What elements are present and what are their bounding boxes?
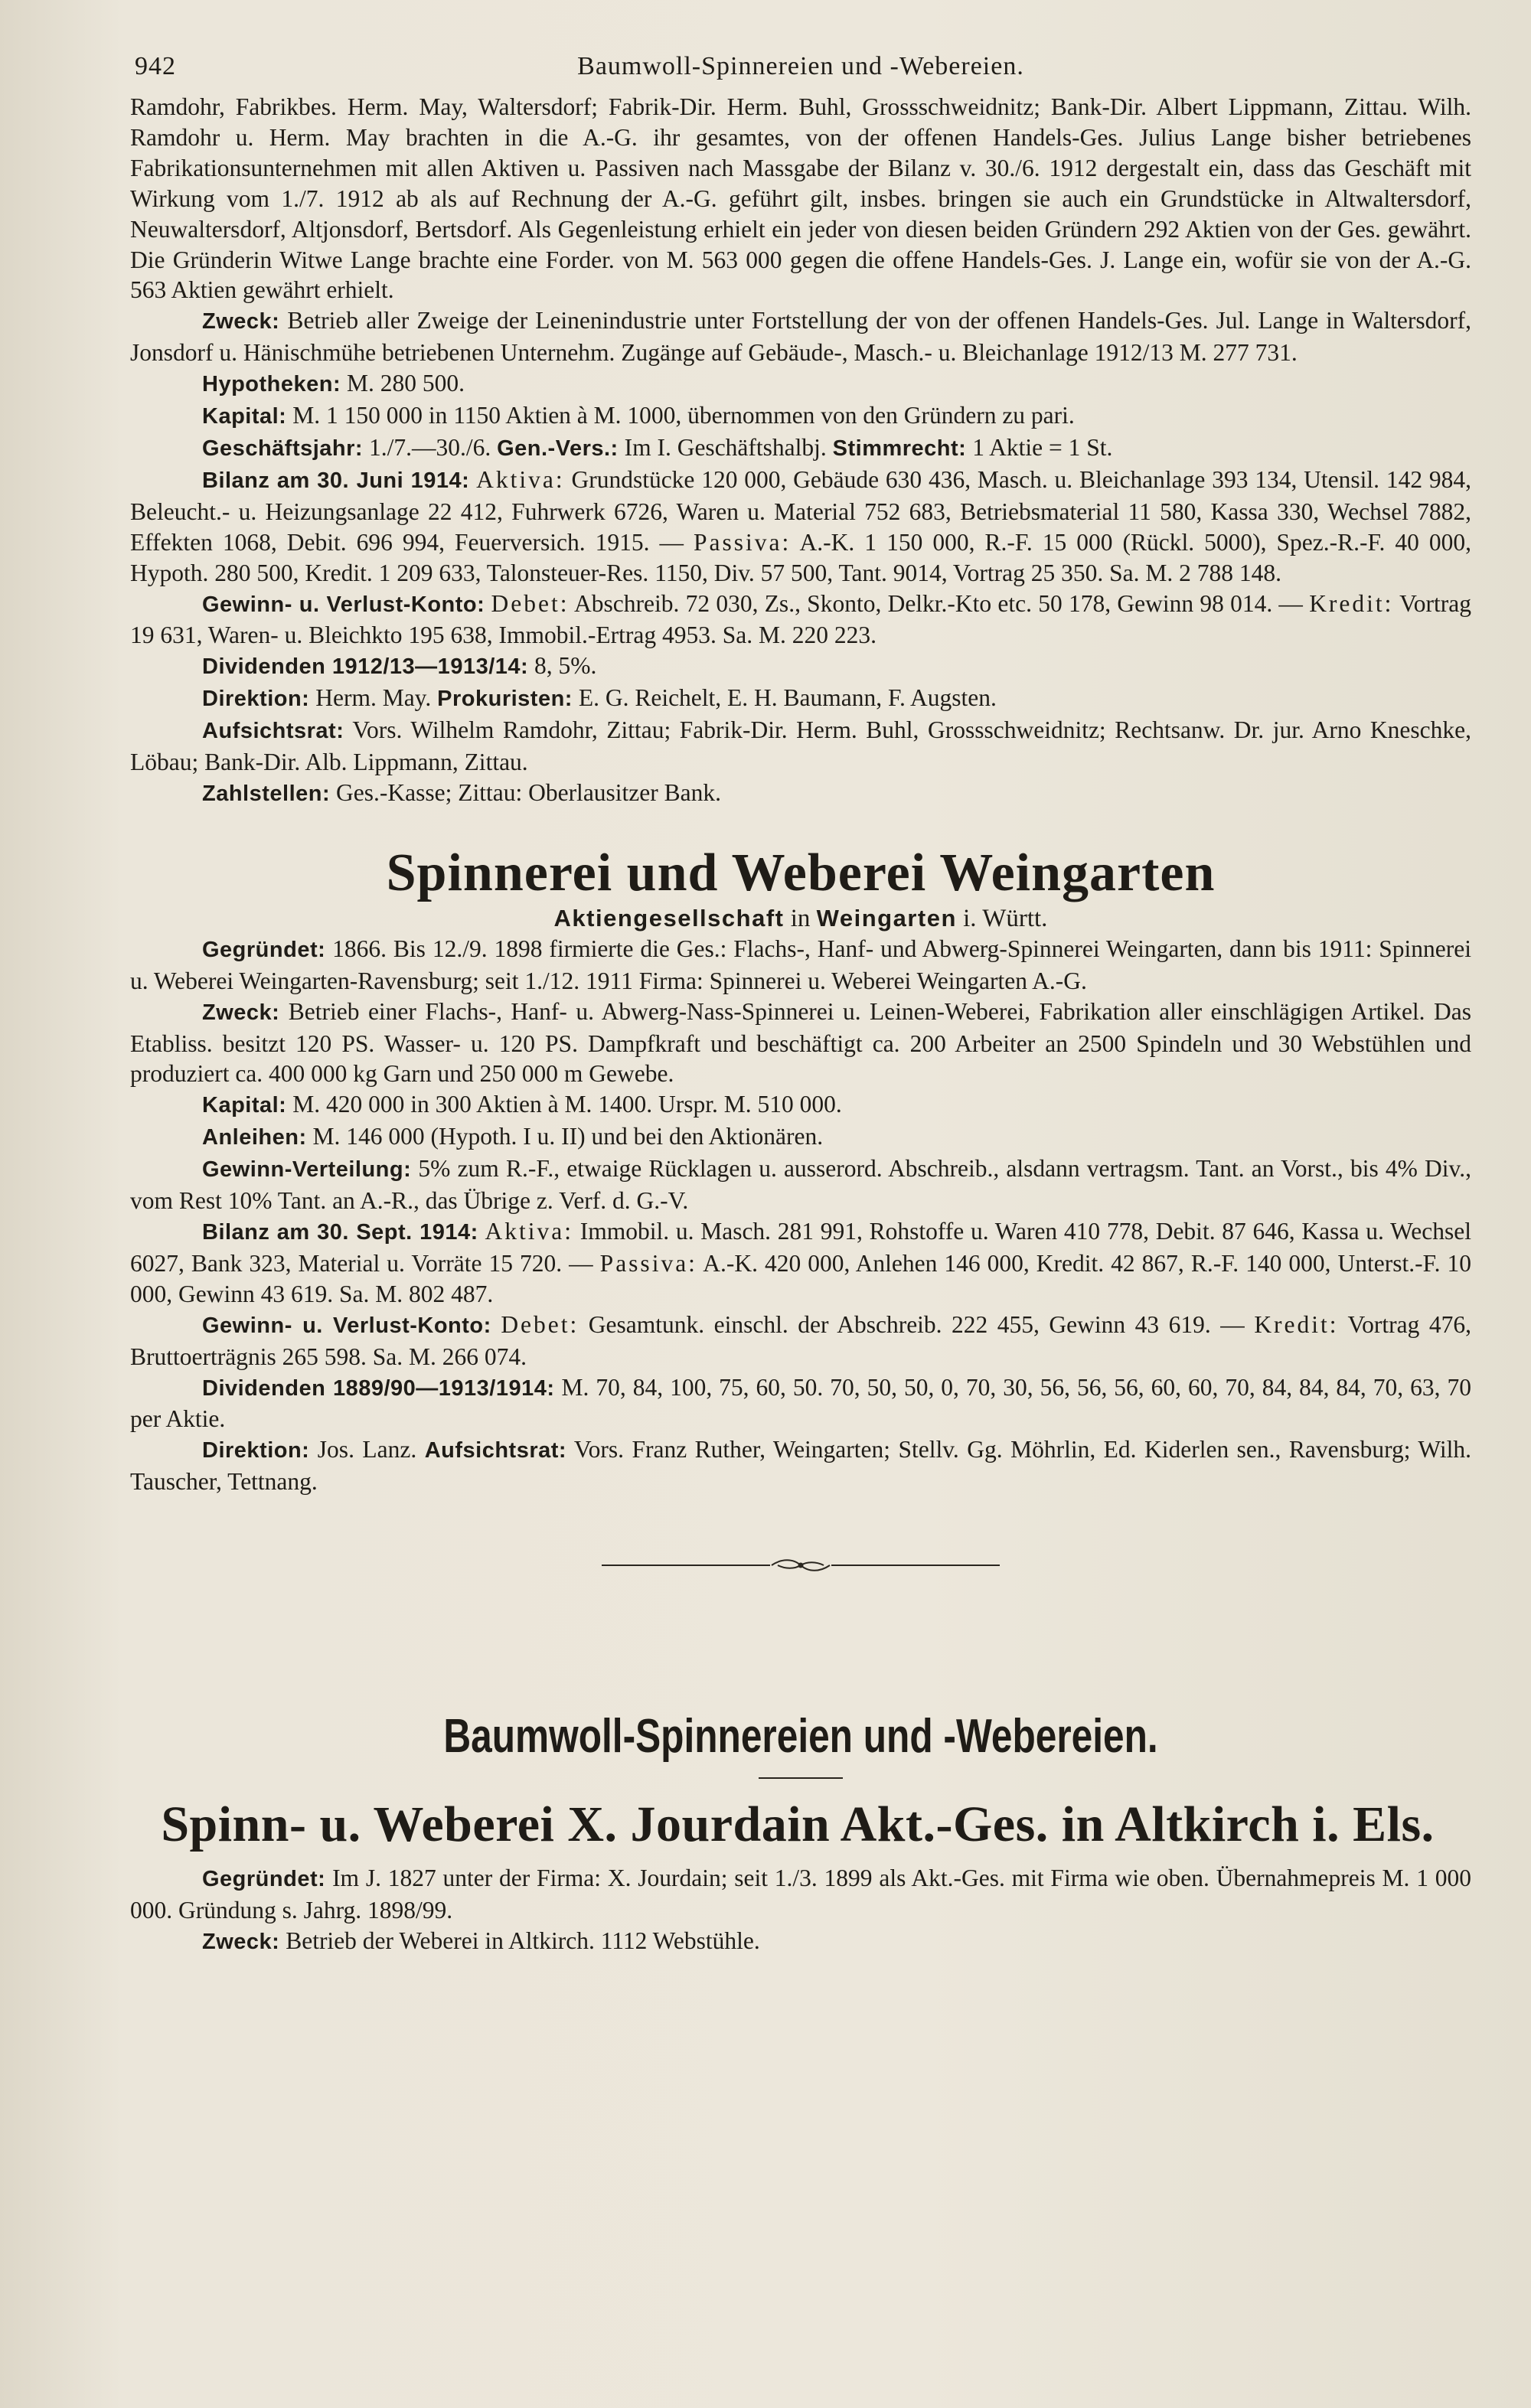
paragraph-direktion (130, 1434, 1471, 1497)
text-run: Vors. Wilhelm Ramdohr, Zittau; Fabrik-Dir. Herm. Buhl, Grossschweidnitz; Rechtsanw. Dr. jur. Arno Kneschke, Löbau; Bank-Dir. Alb. Lippmann, Zittau. (130, 716, 1471, 776)
text-run: Abschreib. 72 030, Zs., Skonto, Delkr.-Kto etc. 50 178, Gewinn 98 014. — (569, 589, 1310, 617)
field-label: Aufsichtsrat: (202, 719, 344, 744)
paragraph-gegruendet (130, 934, 1471, 997)
paragraph-bilanz (130, 1216, 1471, 1310)
text-run (491, 1311, 501, 1338)
text-run: Ramdohr, Fabrikbes. Herm. May, Waltersdorf; Fabrik-Dir. Herm. Buhl, Grossschweidnitz; Bank-Dir. Albert Lippmann, Zittau. Wilh. Ramdohr u. Herm. May brachten in die A.-G. ihr gesamtes, von der offenen Handels-Ges. Julius Lange bisher betriebenes Fabrikationsunternehmen mit allen Aktiven u. Passiven nach Massgabe der Bilanz v. 30./6. 1912 dergestalt ein, dass das Geschäft mit Wirkung vom 1./7. 1912 ab als auf Rechnung der A.-G. geführt gilt, insbes. bringen sie auch ein Grundstücke in Altwaltersdorf, Neuwaltersdorf, Altjonsdorf, Bertsdorf. Als Gegenleistung erhielt ein jeder von diesen beiden Gründern 292 Aktien von der Ges. gewährt. Die Gründerin Witwe Lange brachte eine Forder. von M. 563 000 gegen die offene Handels-Ges. J. Lange ein, wofür sie von der A.-G. 563 Aktien gewährt erhielt. (130, 93, 1471, 304)
field-label: Gewinn- u. Verlust-Konto: (202, 592, 485, 617)
running-title: Baumwoll-Spinnereien und -Webereien. (577, 52, 1024, 80)
text-run: Vortrag 19 631, Waren- u. Bleichkto 195 638, Immobil.-Ertrag 4953. Sa. M. 220 223. (130, 589, 1471, 649)
paragraph-zweck (130, 305, 1471, 368)
field-label: Kapital: (202, 1093, 287, 1118)
text-run: Vortrag 476, Bruttoerträgnis 265 598. Sa. M. 266 074. (130, 1310, 1472, 1370)
text-run (485, 590, 491, 617)
field-label: Zweck: (202, 309, 280, 334)
paragraph-gewinn-verlust (130, 589, 1471, 651)
text-run: M. 146 000 (Hypoth. I u. II) und bei den Aktionären. (306, 1123, 824, 1150)
text-run (469, 466, 476, 493)
company-title-weingarten: Spinnerei und Weberei Weingarten (386, 843, 1216, 902)
page-number: 942 (135, 52, 176, 80)
text-run: M. 1 150 000 in 1150 Aktien à M. 1000, übernommen von den Gründern zu pari. (286, 402, 1075, 429)
field-label: Bilanz am 30. Sept. 1914: (202, 1220, 478, 1245)
company-title-jourdain: Spinn- u. Weberei X. Jourdain Akt.-Ges. in Altkirch i. Els. (161, 1796, 1435, 1853)
spaced-label: Aktiva: (485, 1218, 574, 1245)
text-run: A.-K. 1 150 000, R.-F. 15 000 (Rückl. 5000), Spez.-R.-F. 40 000, Hypoth. 280 500, Kredit. 1 209 633, Talonsteuer-Res. 1150, Div. 57 500, Tant. 9014, Vortrag 25 350. Sa. M. 2 788 148. (130, 528, 1471, 586)
field-label: Aufsichtsrat: (424, 1438, 567, 1463)
paragraph-zweck (130, 997, 1471, 1090)
text-run: 1 Aktie = 1 St. (966, 433, 1113, 461)
text-run: Grundstücke 120 000, Gebäude 630 436, Masch. u. Bleichanlage 393 134, Utensil. 142 984, Beleucht.- u. Heizungsanlage 22 412, Fuhrwerk 6726, Waren u. Material 752 683, Betriebsmaterial 11 580, Kassa 330, Wechsel 7882, Effekten 1068, Debit. 696 994, Feuerversich. 1915. — (130, 465, 1472, 556)
field-label: Direktion: (202, 687, 310, 712)
text-run: 1866. Bis 12./9. 1898 firmierte die Ges.: Flachs-, Hanf- und Abwerg-Spinnerei Weingarten, dann bis 1911: Spinnerei u. Weberei Weingarten-Ravensburg; seit 1./12. 1911 Firma: Spinnerei u. Weberei Weingarten A.-G. (130, 935, 1471, 994)
text-run: Herm. May. (309, 684, 438, 712)
text-run: M. 70, 84, 100, 75, 60, 50. 70, 50, 50, 0, 70, 30, 56, 56, 56, 60, 60, 70, 84, 84, 84, 70, 63, 70 per Aktie. (130, 1373, 1471, 1433)
paragraph-geschaeftsjahr (130, 432, 1471, 465)
field-label: Gegründet: (202, 1867, 326, 1892)
text-run: Betrieb aller Zweige der Leinenindustrie unter Fortstellung der von der offenen Handels-Ges. Jul. Lange in Waltersdorf, Jonsdorf u. Hänischmühe betriebenen Unternehm. Zugänge auf Gebäude-, Masch.- u. Bleichanlage 1912/13 M. 277 731. (130, 307, 1471, 367)
field-label: Dividenden 1912/13—1913/14: (202, 654, 529, 680)
text-run: 1./7.—30./6. (363, 433, 498, 461)
spaced-label: Passiva: (599, 1249, 697, 1277)
spaced-label: Kredit: (1254, 1310, 1339, 1338)
field-label: Gewinn-Verteilung: (202, 1157, 412, 1183)
text-run: Gesamtunk. einschl. der Abschreib. 222 455, Gewinn 43 619. — (579, 1310, 1255, 1338)
text-run: 8, 5%. (528, 652, 597, 680)
text-run: 5% zum R.-F., etwaige Rücklagen u. ausserord. Abschreib., alsdann vertragsm. Tant. an Vorst., bis 4% Div., vom Rest 10% Tant. an A.-R., das Übrige z. Verf. d. G.-V. (130, 1155, 1471, 1215)
section-weingarten (130, 843, 1471, 1497)
field-label: Zweck: (202, 1929, 280, 1954)
paragraph-kapital (130, 1089, 1471, 1121)
field-label: Zweck: (202, 1000, 280, 1025)
field-label: Gen.-Vers.: (497, 436, 619, 461)
paragraph-direktion (130, 683, 1471, 715)
paragraph-gegruendet (130, 1863, 1471, 1926)
short-rule (759, 1776, 843, 1780)
section-ramdohr-continuation (130, 92, 1471, 810)
text-run: Im J. 1827 unter der Firma: X. Jourdain; seit 1./3. 1899 als Akt.-Ges. mit Firma wie oben. Übernahmepreis M. 1 000 000. Gründung s. Jahrg. 1898/99. (130, 1865, 1471, 1924)
section-heading: Baumwoll-Spinnereien und -Webereien. (443, 1710, 1158, 1764)
field-label: Geschäftsjahr: (202, 436, 364, 461)
text-run: M. 280 500. (341, 370, 465, 397)
paragraph-hypotheken (130, 368, 1471, 400)
text-run: Betrieb einer Flachs-, Hanf- u. Abwerg-Nass-Spinnerei u. Leinen-Weberei, Fabrikation aller einschlägigen Artikel. Das Etabliss. besitzt 120 PS. Wasser- u. 120 PS. Dampfkraft und beschäftigt ca. 200 Arbeiter an 2500 Spindeln und 30 Webstühlen und produziert ca. 400 000 kg Garn und 250 000 m Gewebe. (130, 997, 1471, 1088)
field-label: Stimmrecht: (832, 436, 967, 461)
text-run (478, 1218, 485, 1245)
spaced-label: Debet: (491, 589, 570, 617)
text-run: Immobil. u. Masch. 281 991, Rohstoffe u. Waren 410 778, Debit. 87 646, Kassa u. Wechsel 6027, Bank 323, Material u. Vorräte 15 720. — (130, 1218, 1471, 1277)
paragraph-aufsichtsrat (130, 715, 1471, 778)
field-label: Anleihen: (202, 1125, 307, 1150)
field-label: Dividenden 1889/90—1913/1914: (202, 1375, 555, 1401)
text-run: E. G. Reichelt, E. H. Baumann, F. Augsten. (572, 684, 997, 712)
field-label: Gegründet: (202, 937, 326, 962)
paragraph-bilanz (130, 465, 1471, 589)
paragraph-gewinn-verteilung (130, 1153, 1471, 1216)
field-label: Hypotheken: (202, 372, 341, 397)
field-label: Direktion: (202, 1438, 310, 1463)
text-run: Im I. Geschäftshalbj. (618, 433, 833, 461)
spaced-label: Debet: (501, 1310, 579, 1338)
field-label: Zahlstellen: (202, 781, 331, 806)
company-subtitle-weingarten: Aktiengesellschaft in Weingarten i. Württ. (553, 904, 1048, 932)
paragraph-intro (130, 92, 1471, 305)
paragraph-kapital (130, 400, 1471, 432)
field-label: Gewinn- u. Verlust-Konto: (202, 1313, 491, 1338)
field-label: Kapital: (202, 404, 287, 429)
field-label: Bilanz am 30. Juni 1914: (202, 468, 470, 493)
text-run: Jos. Lanz. (309, 1436, 425, 1463)
spaced-label: Passiva: (694, 528, 792, 556)
section-jourdain (130, 1794, 1471, 1958)
paragraph-anleihen (130, 1121, 1471, 1153)
spaced-label: Kredit: (1309, 589, 1394, 617)
text-run: M. 420 000 in 300 Aktien à M. 1400. Urspr. M. 510 000. (286, 1091, 842, 1118)
paragraph-gewinn-verlust (130, 1310, 1471, 1372)
field-label: Prokuristen: (437, 687, 573, 712)
text-run: A.-K. 420 000, Anlehen 146 000, Kredit. 42 867, R.-F. 140 000, Unterst.-F. 10 000, Gewinn 43 619. Sa. M. 802 487. (130, 1249, 1471, 1307)
running-header (130, 46, 1471, 92)
ornament-divider (602, 1557, 1000, 1574)
spaced-label: Aktiva: (476, 465, 565, 493)
text-run: Vors. Franz Ruther, Weingarten; Stellv. Gg. Möhrlin, Ed. Kiderlen sen., Ravensburg; Wilh. Tauscher, Tettnang. (130, 1436, 1471, 1496)
paragraph-dividenden (130, 1372, 1471, 1435)
text-run: Ges.-Kasse; Zittau: Oberlausitzer Bank. (330, 778, 722, 806)
text-run: Betrieb der Weberei in Altkirch. 1112 Webstühle. (279, 1927, 760, 1954)
paragraph-dividenden (130, 651, 1471, 683)
paragraph-zweck (130, 1926, 1471, 1958)
paragraph-zahlstellen (130, 778, 1471, 810)
